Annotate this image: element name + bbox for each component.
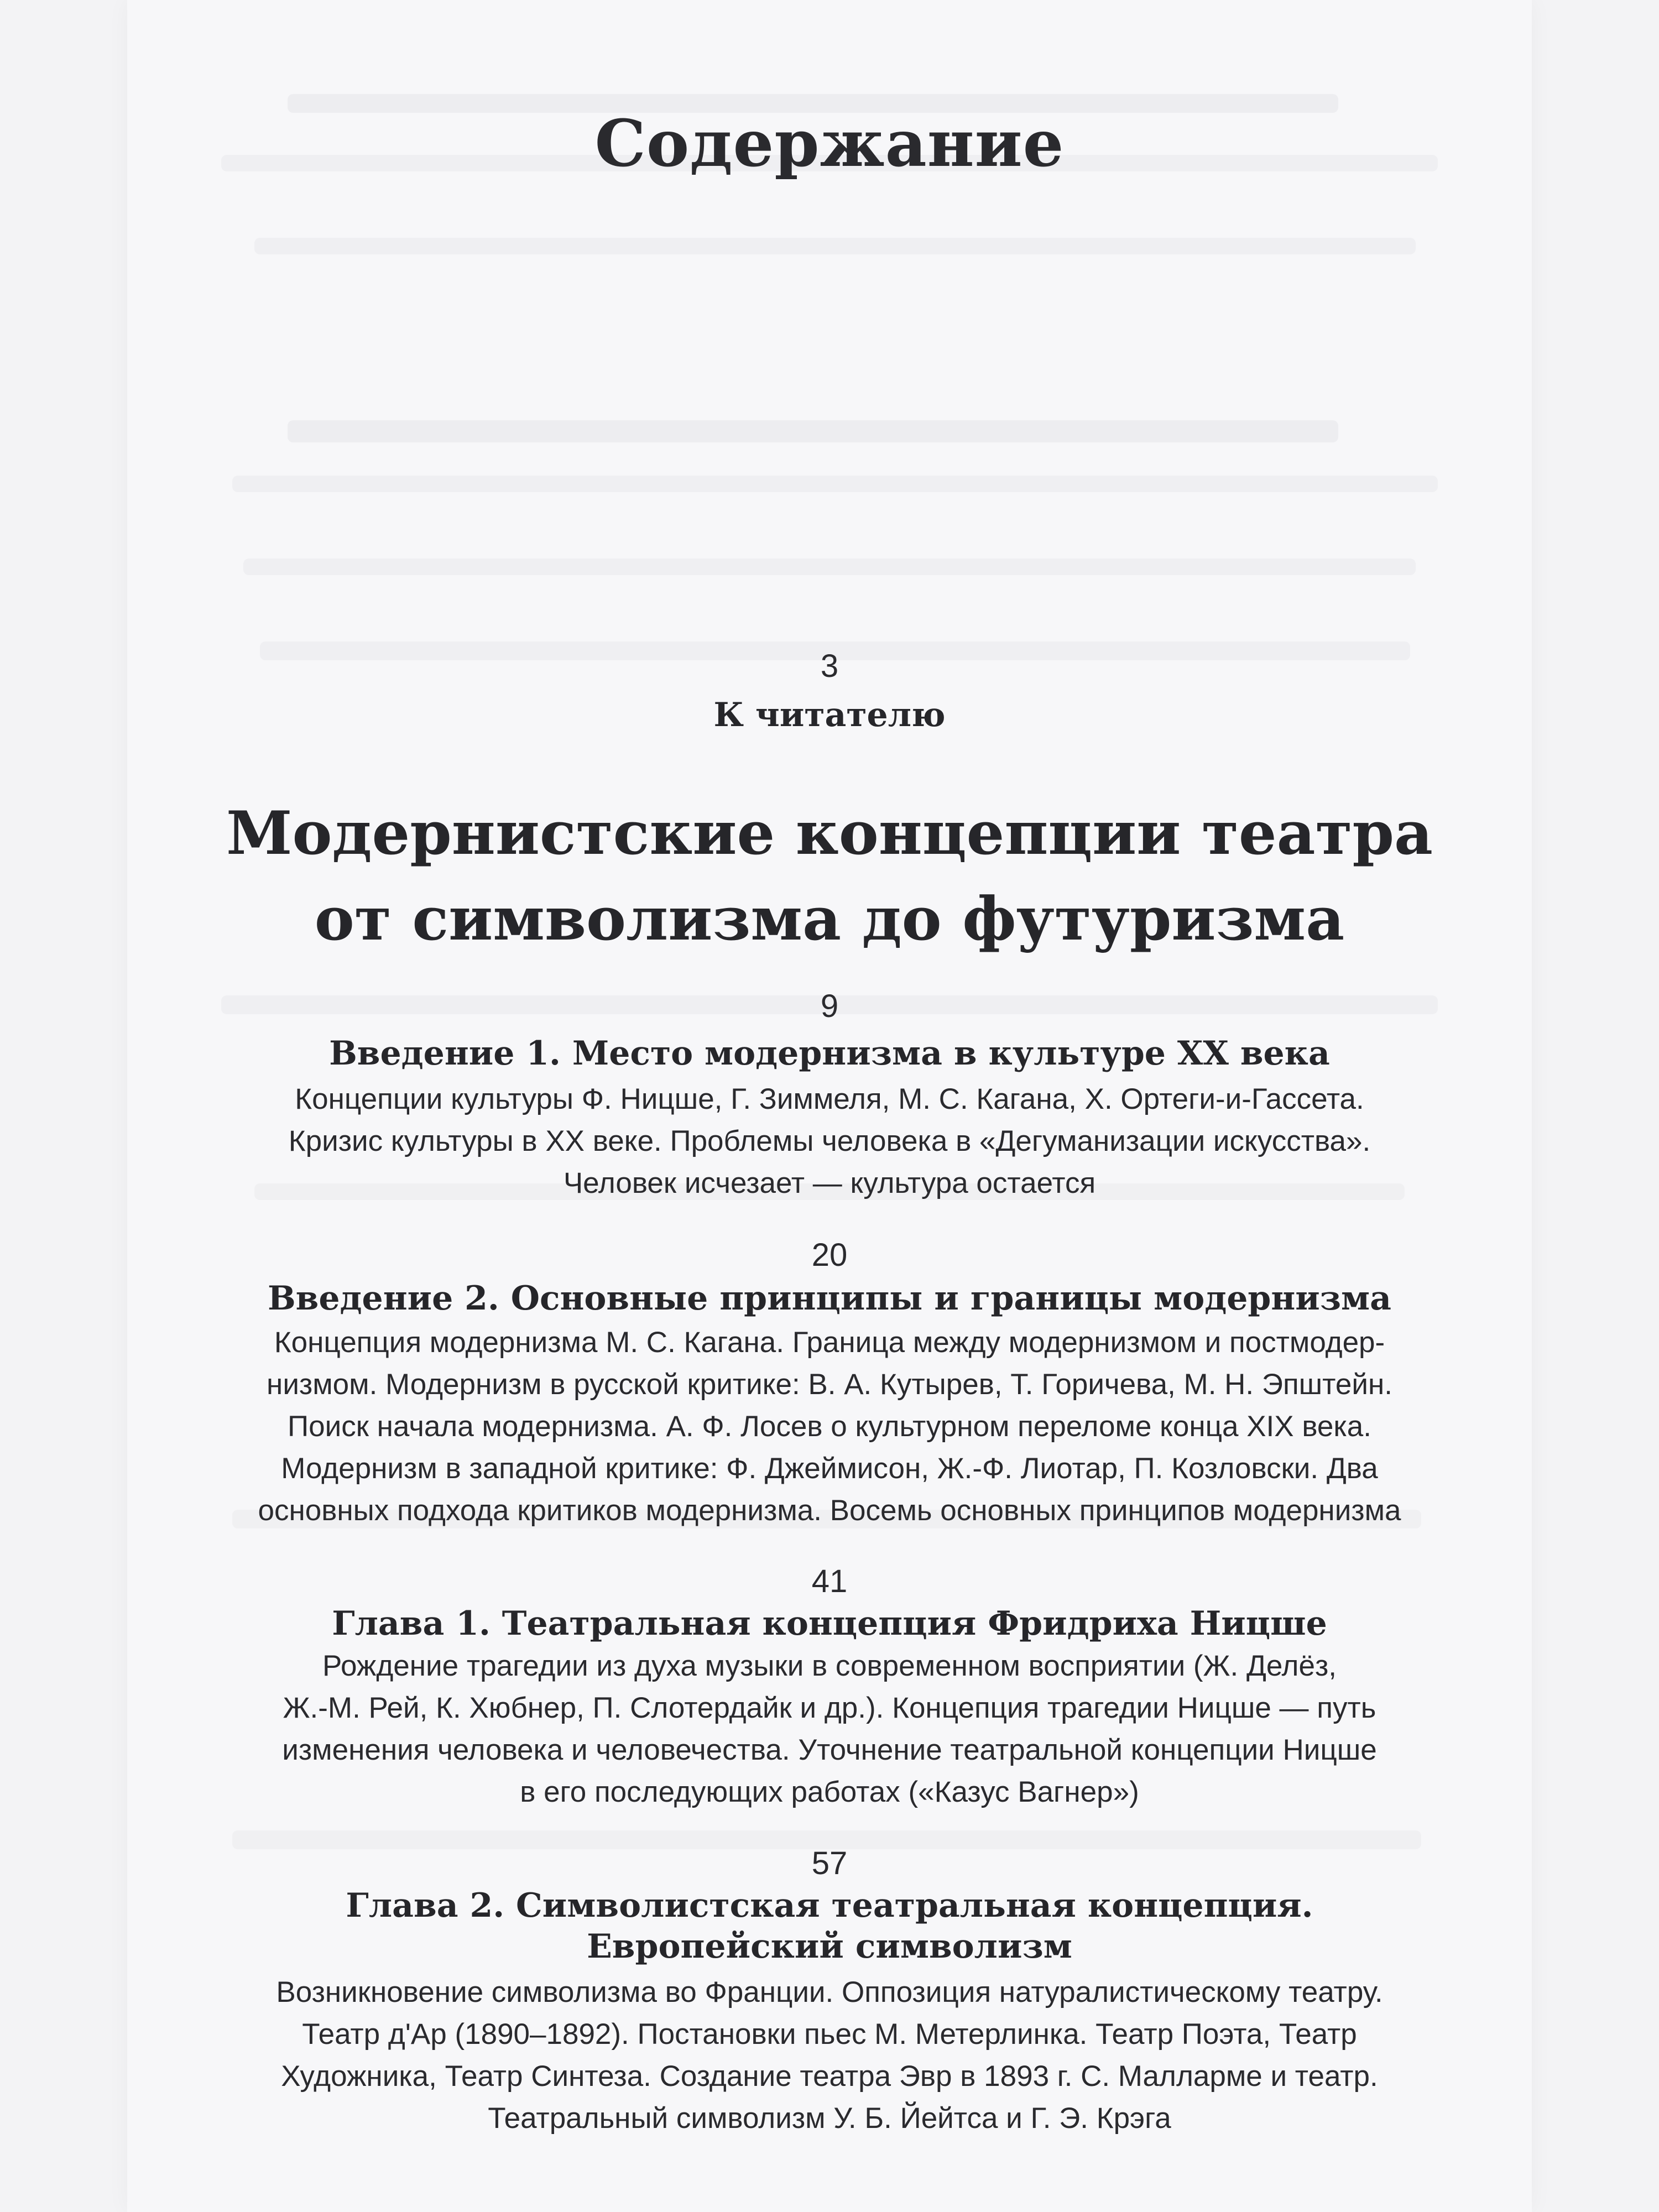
- toc-entry-description: [182, 1645, 1477, 1813]
- page-number: 41: [811, 1563, 848, 1599]
- toc-entry-title: К читателю: [713, 696, 946, 734]
- description-line: основных подхода критиков модернизма. Восемь основных принципов модернизма: [258, 1494, 1401, 1527]
- description-line: Концепция модернизма М. С. Кагана. Граница между модернизмом и постмодер-: [274, 1326, 1385, 1359]
- description-line: изменения человека и человечества. Уточнение театральной концепции Ницше: [282, 1734, 1377, 1766]
- description-line: Кризис культуры в XX веке. Проблемы человека в «Дегуманизации искусства».: [288, 1125, 1371, 1157]
- description-line: в его последующих работах («Казус Вагнер»): [520, 1776, 1139, 1808]
- description-line: Поиск начала модернизма. А. Ф. Лосев о культурном переломе конца XIX века.: [288, 1410, 1371, 1443]
- description-line: Театр д'Ар (1890–1892). Постановки пьес М. Метерлинка. Театр Поэта, Театр: [302, 2018, 1357, 2051]
- toc-entry-description: [182, 1322, 1477, 1532]
- toc-entry-title: Введение 1. Место модернизма в культуре XX века: [329, 1034, 1330, 1073]
- description-line: Модернизм в западной критике: Ф. Джеймисон, Ж.-Ф. Лиотар, П. Козловски. Два: [281, 1452, 1378, 1485]
- page-number: 20: [811, 1237, 848, 1273]
- toc-entry-title-continued: Европейский символизм: [587, 1927, 1072, 1966]
- toc-entry-description: [182, 1971, 1477, 2140]
- page-number: 3: [820, 648, 839, 684]
- page-title: Содержание: [594, 106, 1065, 181]
- toc-entry-title: Глава 2. Символистская театральная концепция.: [346, 1886, 1313, 1925]
- part-title: Модернистские концепции театра от символизма до футуризма: [226, 799, 1433, 954]
- description-line: Человек исчезает — культура остается: [563, 1167, 1096, 1199]
- toc-entry-title: Глава 1. Театральная концепция Фридриха Ницше: [332, 1604, 1327, 1643]
- description-line: Рождение трагедии из духа музыки в современном восприятии (Ж. Делёз,: [322, 1650, 1337, 1682]
- toc-entry-title: Введение 2. Основные принципы и границы модернизма: [267, 1279, 1392, 1318]
- description-line: Театральный символизм У. Б. Йейтса и Г. Э. Крэга: [488, 2102, 1171, 2135]
- description-line: Возникновение символизма во Франции. Оппозиция натуралистическому театру.: [276, 1976, 1383, 2008]
- page-number: 57: [811, 1845, 848, 1881]
- toc-entry-description: [182, 1078, 1477, 1204]
- description-line: Ж.-М. Рей, К. Хюбнер, П. Слотердайк и др.). Концепция трагедии Ницше — путь: [283, 1692, 1376, 1724]
- description-line: Художника, Театр Синтеза. Создание театра Эвр в 1893 г. С. Малларме и театр.: [281, 2060, 1378, 2093]
- description-line: низмом. Модернизм в русской критике: В. А. Кутырев, Т. Горичева, М. Н. Эпштейн.: [267, 1368, 1392, 1401]
- description-line: Концепции культуры Ф. Ницше, Г. Зиммеля, М. С. Кагана, Х. Ортеги-и-Гассета.: [295, 1083, 1364, 1115]
- page-number: 9: [820, 988, 839, 1024]
